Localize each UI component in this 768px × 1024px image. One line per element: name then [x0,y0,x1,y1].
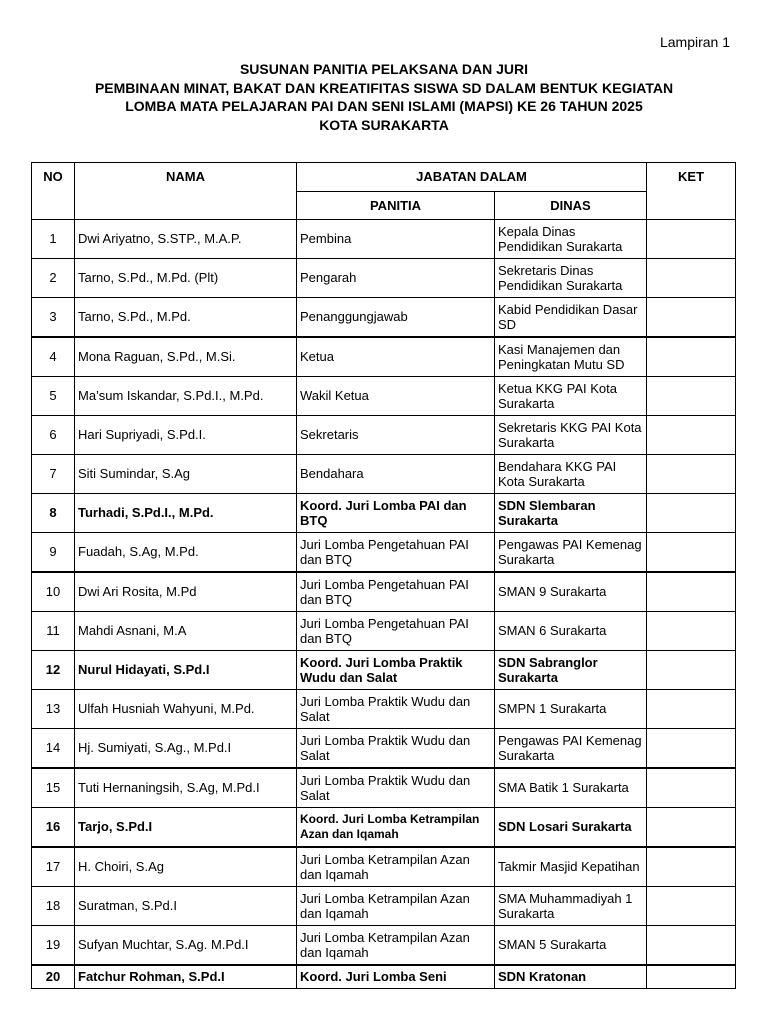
cell-ket [647,887,736,926]
cell-dinas: Sekretaris Dinas Pendidikan Surakarta [495,259,647,298]
cell-ket [647,220,736,259]
cell-no: 19 [32,926,75,966]
header-ket: KET [647,163,736,220]
cell-ket [647,494,736,533]
table-row [32,259,736,298]
cell-panitia: Bendahara [297,455,495,494]
cell-panitia: Juri Lomba Pengetahuan PAI dan BTQ [297,572,495,612]
cell-panitia: Juri Lomba Praktik Wudu dan Salat [297,690,495,729]
cell-no: 14 [32,729,75,769]
cell-panitia: Juri Lomba Praktik Wudu dan Salat [297,768,495,808]
header-panitia: PANITIA [297,192,495,220]
cell-nama: Tarno, S.Pd., M.Pd. (Plt) [75,259,297,298]
cell-panitia: Juri Lomba Ketrampilan Azan dan Iqamah [297,926,495,966]
cell-panitia: Pengarah [297,259,495,298]
cell-dinas: Kabid Pendidikan Dasar SD [495,298,647,338]
cell-panitia: Ketua [297,337,495,377]
cell-no: 8 [32,494,75,533]
cell-dinas: SMAN 5 Surakarta [495,926,647,966]
cell-dinas: Sekretaris KKG PAI Kota Surakarta [495,416,647,455]
cell-nama: Dwi Ariyatno, S.STP., M.A.P. [75,220,297,259]
cell-panitia: Juri Lomba Pengetahuan PAI dan BTQ [297,533,495,573]
cell-nama: Fatchur Rohman, S.Pd.I [75,965,297,989]
cell-ket [647,416,736,455]
cell-panitia: Juri Lomba Pengetahuan PAI dan BTQ [297,612,495,651]
cell-no: 7 [32,455,75,494]
table-row [32,768,736,808]
cell-ket [647,377,736,416]
cell-ket [647,572,736,612]
table-row [32,220,736,259]
cell-panitia: Pembina [297,220,495,259]
cell-panitia: Juri Lomba Ketrampilan Azan dan Iqamah [297,847,495,887]
cell-dinas: SMA Muhammadiyah 1 Surakarta [495,887,647,926]
cell-no: 4 [32,337,75,377]
cell-nama: Dwi Ari Rosita, M.Pd [75,572,297,612]
table-row [32,377,736,416]
cell-ket [647,651,736,690]
header-jabatan: JABATAN DALAM [297,163,647,192]
cell-no: 5 [32,377,75,416]
cell-nama: Tarno, S.Pd., M.Pd. [75,298,297,338]
cell-dinas: SMAN 9 Surakarta [495,572,647,612]
cell-ket [647,690,736,729]
cell-ket [647,965,736,989]
cell-ket [647,455,736,494]
cell-ket [647,259,736,298]
cell-no: 9 [32,533,75,573]
table-row [32,572,736,612]
table-row [32,847,736,887]
cell-no: 18 [32,887,75,926]
cell-ket [647,768,736,808]
cell-nama: Turhadi, S.Pd.I., M.Pd. [75,494,297,533]
table-row [32,965,736,989]
cell-no: 6 [32,416,75,455]
header-dinas: DINAS [495,192,647,220]
table-row [32,651,736,690]
cell-no: 17 [32,847,75,887]
cell-nama: Tuti Hernaningsih, S.Ag, M.Pd.I [75,768,297,808]
cell-ket [647,926,736,966]
cell-ket [647,298,736,338]
cell-dinas: SMA Batik 1 Surakarta [495,768,647,808]
table-row [32,690,736,729]
cell-panitia: Koord. Juri Lomba Praktik Wudu dan Salat [297,651,495,690]
title-line-1: SUSUNAN PANITIA PELAKSANA DAN JURI [239,61,529,77]
cell-panitia: Koord. Juri Lomba Ketrampilan Azan dan Iqamah [297,808,495,848]
cell-no: 1 [32,220,75,259]
cell-no: 13 [32,690,75,729]
cell-dinas: Takmir Masjid Kepatihan [495,847,647,887]
cell-panitia: Wakil Ketua [297,377,495,416]
cell-dinas: Kepala Dinas Pendidikan Surakarta [495,220,647,259]
cell-ket [647,847,736,887]
cell-dinas: SMPN 1 Surakarta [495,690,647,729]
table-row [32,494,736,533]
cell-dinas: Bendahara KKG PAI Kota Surakarta [495,455,647,494]
table-row [32,533,736,573]
cell-ket [647,337,736,377]
cell-dinas: Kasi Manajemen dan Peningkatan Mutu SD [495,337,647,377]
cell-nama: H. Choiri, S.Ag [75,847,297,887]
cell-nama: Nurul Hidayati, S.Pd.I [75,651,297,690]
cell-nama: Mona Raguan, S.Pd., M.Si. [75,337,297,377]
cell-panitia: Penanggungjawab [297,298,495,338]
cell-dinas: SDN Sabranglor Surakarta [495,651,647,690]
table-row [32,455,736,494]
cell-nama: Fuadah, S.Ag, M.Pd. [75,533,297,573]
cell-nama: Siti Sumindar, S.Ag [75,455,297,494]
cell-panitia: Sekretaris [297,416,495,455]
cell-nama: Ulfah Husniah Wahyuni, M.Pd. [75,690,297,729]
document-title [0,60,768,134]
cell-nama: Hj. Sumiyati, S.Ag., M.Pd.I [75,729,297,769]
table-row [32,926,736,966]
cell-nama: Hari Supriyadi, S.Pd.I. [75,416,297,455]
header-nama: NAMA [75,163,297,220]
cell-panitia: Koord. Juri Lomba Seni [297,965,495,989]
table-row [32,416,736,455]
cell-dinas: Pengawas PAI Kemenag Surakarta [495,533,647,573]
cell-dinas: SDN Slembaran Surakarta [495,494,647,533]
cell-nama: Tarjo, S.Pd.I [75,808,297,848]
attachment-label: Lampiran 1 [659,34,730,50]
cell-nama: Mahdi Asnani, M.A [75,612,297,651]
cell-dinas: SDN Kratonan [495,965,647,989]
cell-no: 12 [32,651,75,690]
cell-dinas: Ketua KKG PAI Kota Surakarta [495,377,647,416]
cell-no: 10 [32,572,75,612]
table-row [32,729,736,769]
cell-no: 16 [32,808,75,848]
header-no: NO [32,163,75,220]
cell-dinas: Pengawas PAI Kemenag Surakarta [495,729,647,769]
cell-panitia: Juri Lomba Ketrampilan Azan dan Iqamah [297,887,495,926]
cell-no: 15 [32,768,75,808]
cell-dinas: SDN Losari Surakarta [495,808,647,848]
cell-ket [647,808,736,848]
cell-ket [647,729,736,769]
cell-nama: Ma’sum Iskandar, S.Pd.I., M.Pd. [75,377,297,416]
table-row [32,298,736,338]
cell-ket [647,612,736,651]
cell-dinas: SMAN 6 Surakarta [495,612,647,651]
table-row [32,887,736,926]
cell-no: 11 [32,612,75,651]
table-row [32,808,736,848]
cell-panitia: Juri Lomba Praktik Wudu dan Salat [297,729,495,769]
title-line-4: KOTA SURAKARTA [319,116,449,133]
cell-no: 2 [32,259,75,298]
committee-table [31,162,736,989]
cell-ket [647,533,736,573]
table-row [32,337,736,377]
cell-nama: Sufyan Muchtar, S.Ag. M.Pd.I [75,926,297,966]
table-row [32,612,736,651]
cell-no: 20 [32,965,75,989]
title-line-2: PEMBINAAN MINAT, BAKAT DAN KREATIFITAS SISWA SD DALAM BENTUK KEGIATAN [94,79,674,96]
cell-panitia: Koord. Juri Lomba PAI dan BTQ [297,494,495,533]
title-line-3: LOMBA MATA PELAJARAN PAI DAN SENI ISLAMI (MAPSI) KE 26 TAHUN 2025 [125,98,643,114]
cell-nama: Suratman, S.Pd.I [75,887,297,926]
cell-no: 3 [32,298,75,338]
